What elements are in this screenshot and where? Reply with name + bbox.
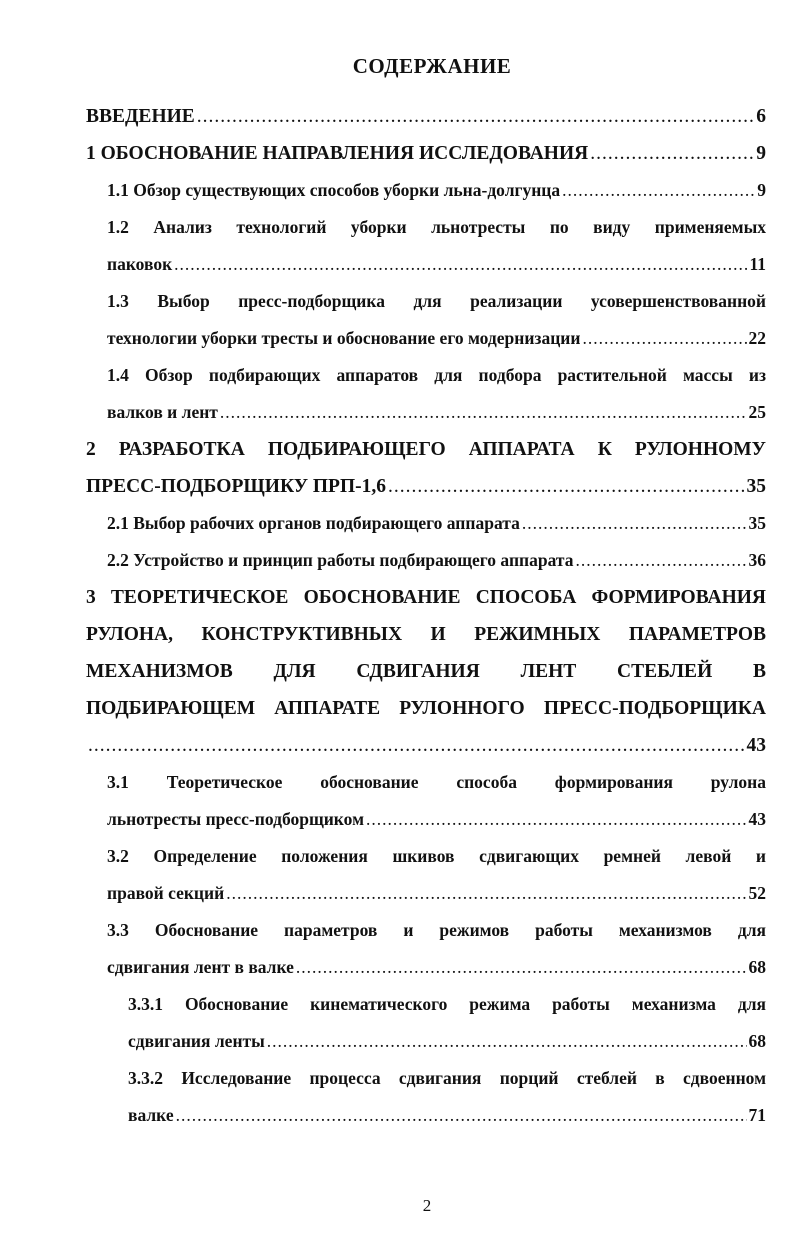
table-of-contents (86, 98, 766, 1134)
dot-leader (267, 1023, 747, 1060)
toc-entry-line: 3.1 Теоретическое обоснование способа формирования рулона (107, 772, 766, 792)
toc-entry-line: 1.2 Анализ технологий уборки льнотресты по виду применяемых (107, 217, 766, 237)
dot-leader (88, 727, 745, 764)
toc-entry-last-line (86, 98, 766, 135)
toc-entry-last-line (107, 246, 766, 283)
toc-entry-last-line (107, 949, 766, 986)
toc-entry-text: льнотресты пресс-подборщиком (107, 809, 364, 829)
dot-leader (562, 172, 755, 209)
toc-entry-line: 3.3 Обоснование параметров и режимов работы механизмов для (107, 920, 766, 940)
toc-page-number: 9 (757, 180, 766, 200)
toc-entry[interactable] (86, 986, 766, 1060)
toc-page-number: 43 (746, 735, 766, 756)
toc-page-number: 35 (746, 476, 766, 497)
toc-entry[interactable] (86, 172, 766, 209)
dot-leader (522, 505, 747, 542)
toc-entry[interactable] (86, 542, 766, 579)
toc-page-number: 11 (749, 254, 766, 274)
toc-entry-last-line (107, 172, 766, 209)
toc-entry-text: валке (128, 1105, 174, 1125)
page-title: СОДЕРЖАНИЕ (352, 54, 512, 78)
toc-entry-last-line (128, 1097, 766, 1134)
toc-entry[interactable] (86, 505, 766, 542)
toc-entry-text: 2.2 Устройство и принцип работы подбирающего аппарата (107, 550, 574, 570)
toc-entry-line: 3.3.1 Обоснование кинематического режима работы механизма для (128, 994, 766, 1014)
page-number: 2 (422, 1196, 432, 1215)
toc-entry-text: валков и лент (107, 402, 218, 422)
dot-leader (220, 394, 747, 431)
dot-leader (366, 801, 747, 838)
dot-leader (388, 468, 745, 505)
toc-entry-last-line (107, 505, 766, 542)
toc-entry-text: технологии уборки тресты и обоснование его модернизации (107, 328, 581, 348)
toc-entry-line: 3.3.2 Исследование процесса сдвигания порций стеблей в сдвоенном (128, 1068, 766, 1088)
toc-page-number: 68 (748, 1031, 766, 1051)
toc-page-number: 9 (756, 143, 766, 164)
toc-entry-last-line (86, 727, 766, 764)
toc-entry[interactable] (86, 357, 766, 431)
toc-entry-last-line (107, 542, 766, 579)
dot-leader (590, 135, 754, 172)
toc-entry-last-line (107, 801, 766, 838)
toc-entry-text: ВВЕДЕНИЕ (86, 106, 195, 127)
toc-entry[interactable] (86, 1060, 766, 1134)
toc-page-number: 43 (748, 809, 766, 829)
toc-entry-last-line (86, 135, 766, 172)
toc-entry-line: 2 РАЗРАБОТКА ПОДБИРАЮЩЕГО АППАРАТА К РУЛОННОМУ (86, 439, 766, 460)
toc-page-number: 36 (748, 550, 766, 570)
toc-entry-text: 1.1 Обзор существующих способов уборки льна-долгунца (107, 180, 561, 200)
toc-page-number: 35 (748, 513, 766, 533)
toc-entry-line: 1.3 Выбор пресс-подборщика для реализации усовершенствованной (107, 291, 766, 311)
dot-leader (174, 246, 747, 283)
toc-entry-last-line (107, 394, 766, 431)
toc-entry-text: ПРЕСС-ПОДБОРЩИКУ ПРП-1,6 (86, 476, 386, 497)
toc-page-number: 6 (756, 106, 766, 127)
toc-entry[interactable] (86, 838, 766, 912)
toc-entry-text: 2.1 Выбор рабочих органов подбирающего аппарата (107, 513, 520, 533)
dot-leader (296, 949, 747, 986)
toc-entry-last-line (86, 468, 766, 505)
toc-entry[interactable] (86, 98, 766, 135)
toc-entry-text: сдвигания лент в валке (107, 957, 294, 977)
toc-entry-text: сдвигания ленты (128, 1031, 265, 1051)
toc-entry-line: 1.4 Обзор подбирающих аппаратов для подбора растительной массы из (107, 365, 766, 385)
toc-entry-line: 3.2 Определение положения шкивов сдвигающих ремней левой и (107, 846, 766, 866)
toc-entry-last-line (128, 1023, 766, 1060)
toc-page-number: 71 (748, 1105, 766, 1125)
dot-leader (575, 542, 746, 579)
toc-entry[interactable] (86, 579, 766, 764)
toc-entry-text: 1 ОБОСНОВАНИЕ НАПРАВЛЕНИЯ ИССЛЕДОВАНИЯ (86, 143, 589, 164)
toc-entry[interactable] (86, 283, 766, 357)
dot-leader (197, 98, 754, 135)
toc-entry-last-line (107, 875, 766, 912)
dot-leader (582, 320, 746, 357)
toc-entry[interactable] (86, 135, 766, 172)
toc-entry[interactable] (86, 209, 766, 283)
dot-leader (176, 1097, 747, 1134)
toc-page-number: 25 (748, 402, 766, 422)
toc-entry-text: правой секций (107, 883, 225, 903)
toc-entry-line: РУЛОНА, КОНСТРУКТИВНЫХ И РЕЖИМНЫХ ПАРАМЕТРОВ (86, 624, 766, 645)
toc-page-number: 68 (748, 957, 766, 977)
toc-entry[interactable] (86, 431, 766, 505)
toc-entry-last-line (107, 320, 766, 357)
toc-entry-line: МЕХАНИЗМОВ ДЛЯ СДВИГАНИЯ ЛЕНТ СТЕБЛЕЙ В (86, 661, 766, 682)
toc-entry[interactable] (86, 764, 766, 838)
toc-entry-line: ПОДБИРАЮЩЕМ АППАРАТЕ РУЛОННОГО ПРЕСС-ПОДБОРЩИКА (86, 698, 766, 719)
dot-leader (226, 875, 746, 912)
toc-entry[interactable] (86, 912, 766, 986)
toc-page-number: 22 (748, 328, 766, 348)
toc-page-number: 52 (748, 883, 766, 903)
toc-entry-text: паковок (107, 254, 173, 274)
toc-entry-line: 3 ТЕОРЕТИЧЕСКОЕ ОБОСНОВАНИЕ СПОСОБА ФОРМИРОВАНИЯ (86, 587, 766, 608)
